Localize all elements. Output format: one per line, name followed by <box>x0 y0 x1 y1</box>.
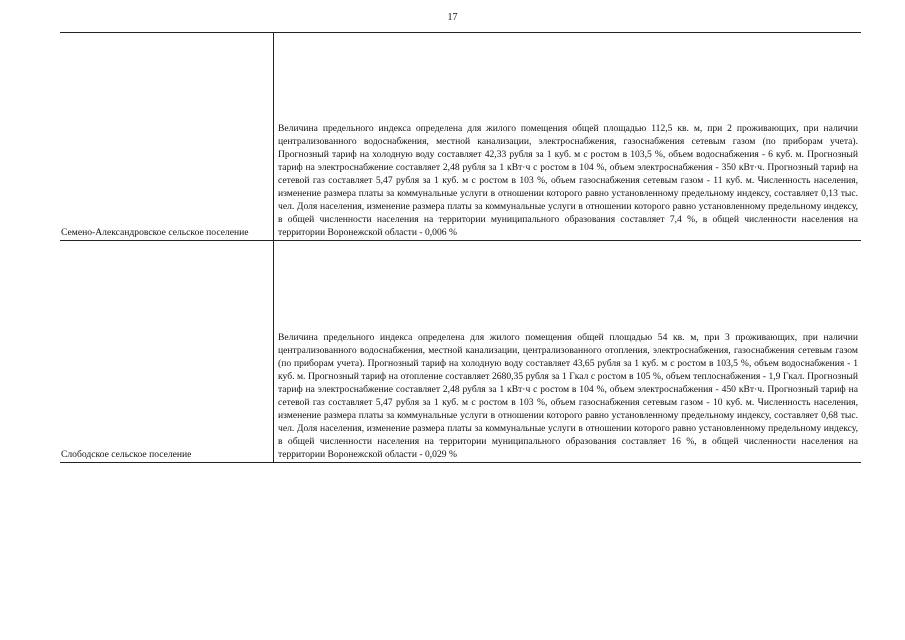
settlements-table <box>60 32 861 463</box>
settlement-cell <box>60 241 274 463</box>
settlement-name: Семено-Александровское сельское поселение <box>61 227 249 238</box>
description-cell <box>274 241 862 463</box>
settlement-cell <box>60 33 274 241</box>
table-row <box>60 33 861 241</box>
table-row <box>60 241 861 463</box>
settlement-name: Слободское сельское поселение <box>61 449 192 460</box>
page-number: 17 <box>447 12 458 23</box>
settlement-description: Величина предельного индекса определена для жилого помещения общей площадью 54 кв. м, при 3 проживающих, при наличии централизованного водоснабжения, местной канализации, централизованного отопления, электроснабжения, газоснабжения сетевым газом (по приборам учета). Прогнозный тариф на холодную воду составляет 43,65 рубля за 1 куб. м с ростом в 103,5 %, объем водоснабжения - 1 куб. м. Прогнозный тариф на отопление составляет 2680,35 рубля за 1 Гкал с ростом в 105 %, объем теплоснабжения - 1,9 Гкал. Прогнозный тариф на электроснабжение составляет 2,48 рубля за 1 кВт·ч с ростом в 104 %, объем электроснабжения - 450 кВт·ч. Прогнозный тариф на сетевой газ составляет 5,47 рубля за 1 куб. м с ростом в 103 %, объем газоснабжения сетевым газом - 10 куб. м. Численность населения, изменение размера платы за коммунальные услуги в отношении которого равно установленному предельному индексу, составляет 0,68 тыс. чел. Доля населения, изменение размера платы за коммунальные услуги в отношении которого равно установленному предельному индексу, в общей численности населения на территории муниципального образования составляет 16 %, в общей численности населения на территории Воронежской области - 0,029 % <box>278 332 858 460</box>
settlement-description: Величина предельного индекса определена для жилого помещения общей площадью 112,5 кв. м, при 2 проживающих, при наличии централизованного водоснабжения, местной канализации, электроснабжения, газоснабжения сетевым газом (по приборам учета). Прогнозный тариф на холодную воду составляет 42,33 рубля за 1 куб. м с ростом в 103,5 %, объем водоснабжения - 6 куб. м. Прогнозный тариф на электроснабжение составляет 2,48 рубля за 1 кВт·ч с ростом в 104 %, объем электроснабжения - 350 кВт·ч. Прогнозный тариф на сетевой газ составляет 5,47 рубля за 1 куб. м с ростом в 103 %, объем газоснабжения сетевым газом - 11 куб. м. Численность населения, изменение размера платы за коммунальные услуги в отношении которого равно установленному предельному индексу, составляет 0,13 тыс. чел. Доля населения, изменение размера платы за коммунальные услуги в отношении которого равно установленному предельному индексу, в общей численности населения на территории муниципального образования составляет 7,4 %, в общей численности населения на территории Воронежской области - 0,006 % <box>278 123 858 238</box>
description-cell <box>274 33 862 241</box>
